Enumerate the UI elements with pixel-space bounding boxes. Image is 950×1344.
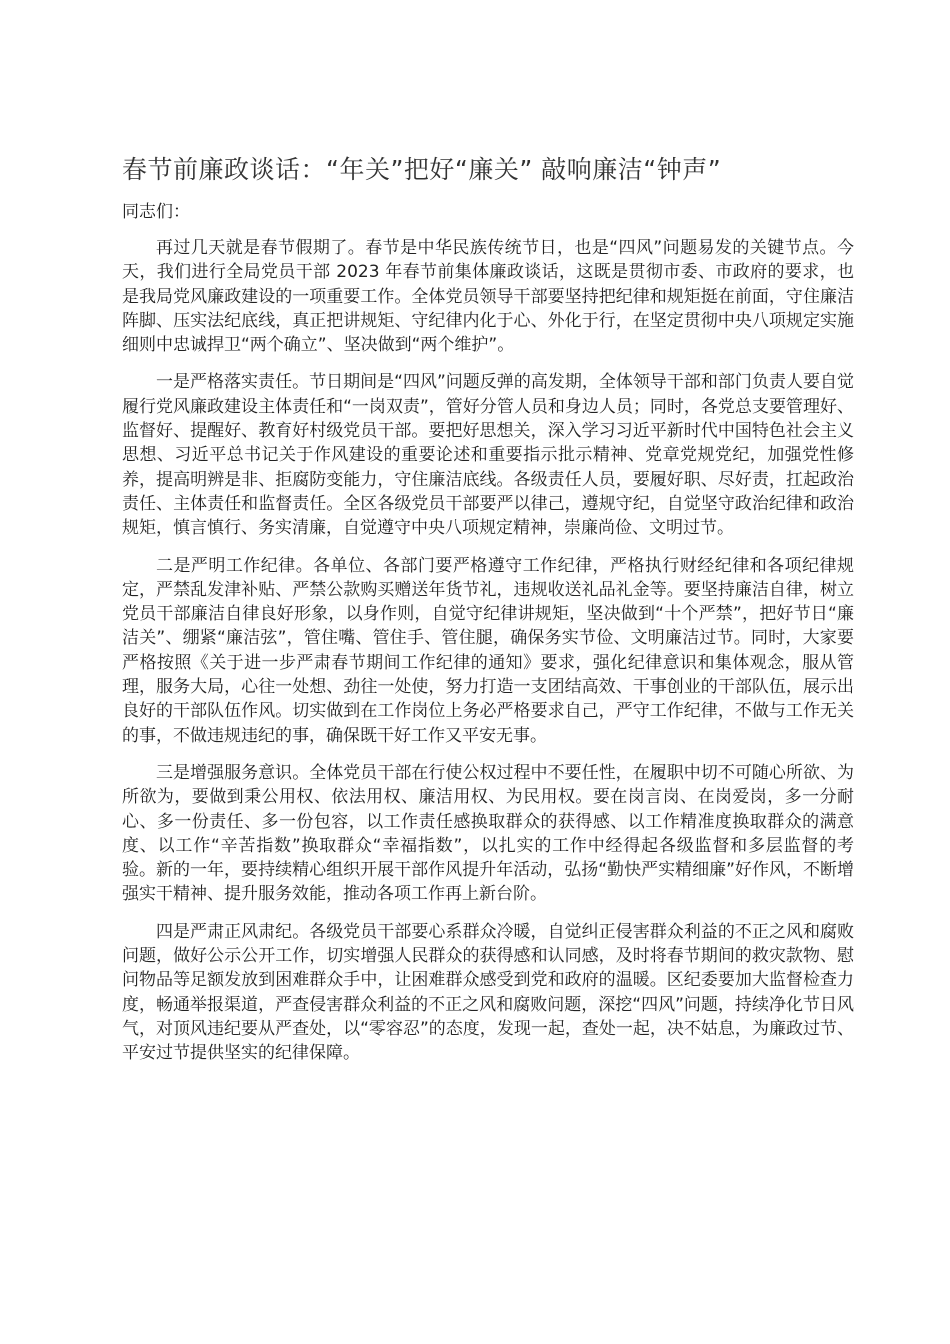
paragraph-service: 三是增强服务意识。全体党员干部在行使公权过程中不要任性，在履职中切不可随心所欲、为所欲为，要做到秉公用权、依法用权、廉洁用权、为民用权。要在岗言岗、在岗爱岗，多一分耐心、多一份责任、多一份包容，以工作责任感换取群众的获得感、以工作精准度换取群众的满意度、以工作“辛苦指数”换取群众“幸福指数”，以扎实的工作中经得起各级监督和多层监督的考验。新的一年，要持续精心组织开展干部作风提升年活动，弘扬“勤快严实精细廉”好作风，不断增强实干精神、提升服务效能，推动各项工作再上新台阶。 — [122, 762, 854, 905]
salutation: 同志们： — [122, 202, 190, 222]
paragraph-responsibility: 一是严格落实责任。节日期间是“四风”问题反弹的高发期，全体领导干部和部门负责人要自觉履行党风廉政建设主体责任和“一岗双责”，管好分管人员和身边人员；同时，各党总支要管理好、监督好、提醒好、教育好村级党员干部。要把好思想关，深入学习习近平新时代中国特色社会主义思想、习近平总书记关于作风建设的重要论述和重要指示批示精神、党章党规党纪，加强党性修养，提高明辨是非、拒腐防变能力，守住廉洁底线。各级责任人员，要履好职、尽好责，扛起政治责任、主体责任和监督责任。全区各级党员干部要严以律己，遵规守纪，自觉坚守政治纪律和政治规矩，慎言慎行、务实清廉，自觉遵守中央八项规定精神，崇廉尚俭、文明过节。 — [122, 372, 854, 539]
paragraph-intro: 再过几天就是春节假期了。春节是中华民族传统节日，也是“四风”问题易发的关键节点。今天，我们进行全局党员干部 2023 年春节前集体廉政谈话，这既是贯彻市委、市政府的要求，也是我局党风廉政建设的一项重要工作。全体党员领导干部要坚持把纪律和规矩挺在前面，守住廉洁阵脚、压实法纪底线，真正把讲规矩、守纪律内化于心、外化于行，在坚定贯彻中央八项规定实施细则中忠诚捍卫“两个确立”、坚决做到“两个维护”。 — [122, 238, 854, 356]
paragraph-rectify: 四是严肃正风肃纪。各级党员干部要心系群众冷暖，自觉纠正侵害群众利益的不正之风和腐败问题，做好公示公开工作，切实增强人民群众的获得感和认同感，及时将春节期间的救灾款物、慰问物品等足额发放到困难群众手中，让困难群众感受到党和政府的温暖。区纪委要加大监督检查力度，畅通举报渠道，严查侵害群众利益的不正之风和腐败问题，深挖“四风”问题，持续净化节日风气，对顶风违纪要从严查处，以“零容忍”的态度，发现一起，查处一起，决不姑息，为廉政过节、平安过节提供坚实的纪律保障。 — [122, 921, 854, 1064]
document-title: 春节前廉政谈话：“年关”把好“廉关” 敲响廉洁“钟声” — [122, 155, 722, 184]
document-page — [122, 150, 854, 1079]
paragraph-discipline: 二是严明工作纪律。各单位、各部门要严格遵守工作纪律，严格执行财经纪律和各项纪律规定，严禁乱发津补贴、严禁公款购买赠送年货节礼，违规收送礼品礼金等。要坚持廉洁自律，树立党员干部廉洁自律良好形象，以身作则，自觉守纪律讲规矩，坚决做到“十个严禁”，把好节日“廉洁关”、绷紧“廉洁弦”，管住嘴、管住手、管住腿，确保务实节俭、文明廉洁过节。同时，大家要严格按照《关于进一步严肃春节期间工作纪律的通知》要求，强化纪律意识和集体观念，服从管理，服务大局，心往一处想、劲往一处使，努力打造一支团结高效、干事创业的干部队伍，展示出良好的干部队伍作风。切实做到在工作岗位上务必严格要求自己，严守工作纪律，不做与工作无关的事，不做违规违纪的事，确保既干好工作又平安无事。 — [122, 555, 854, 746]
